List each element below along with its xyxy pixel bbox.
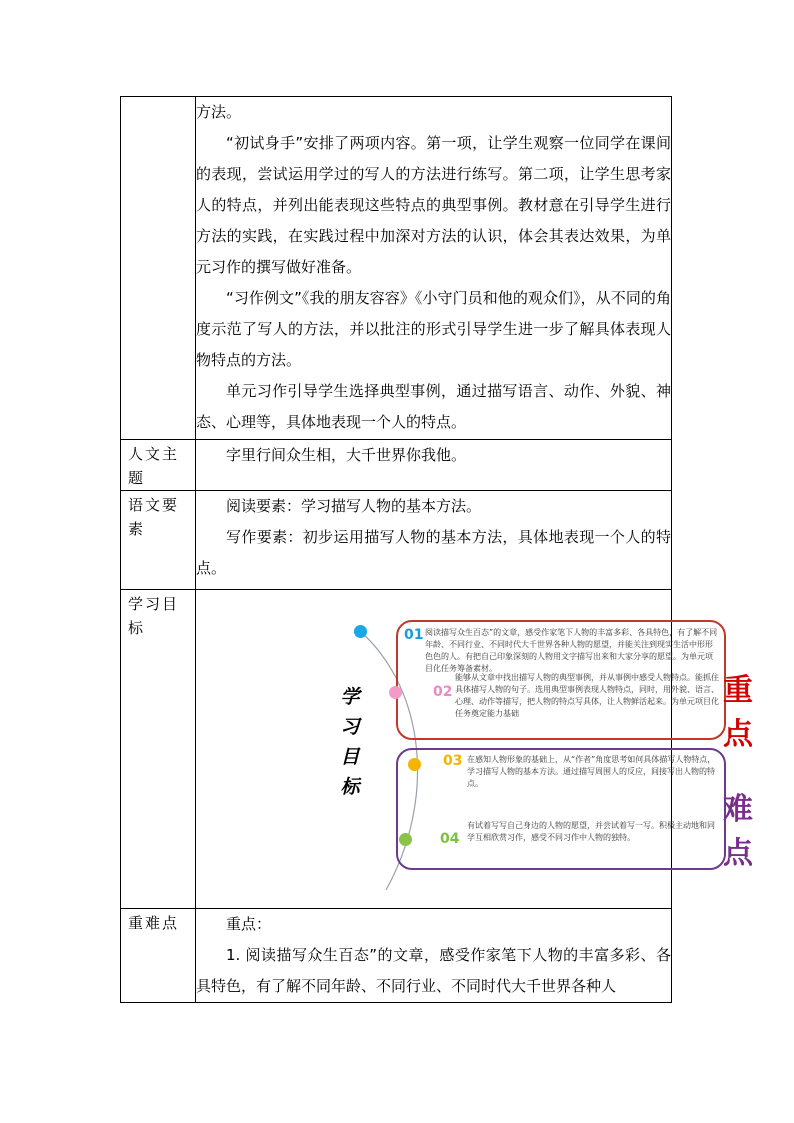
key-points-tag: 重点 [723, 673, 753, 752]
row-label-goals: 学习目标 [128, 595, 180, 637]
label-cell [121, 590, 196, 909]
content-cell-elements [196, 491, 672, 590]
intro-paragraph: 方法。 [196, 103, 242, 121]
learning-goals-graphic [196, 590, 753, 908]
intro-paragraph: “习作例文”《我的朋友容容》《小守门员和他的观众们》，从不同的角度示范了写人的方法，并以批注的形式引导学生进一步了解具体表现人物特点的方法。 [196, 289, 671, 369]
content-cell-intro [196, 97, 672, 440]
key-item: 1. 阅读描写众生百态”的文章，感受作家笔下人物的丰富多彩、各具特色，有了解不同年龄、不同行业、不同时代大千世界各种人 [196, 946, 671, 995]
writing-element: 写作要素：初步运用描写人物的基本方法，具体地表现一个人的特点。 [196, 528, 671, 577]
timeline-dot [354, 625, 367, 638]
label-cell [121, 440, 196, 491]
row-label-keys: 重难点 [128, 914, 180, 932]
intro-paragraph: “初试身手”安排了两项内容。第一项，让学生观察一位同学在课间的表现，尝试运用学过的写人的方法进行练写。第二项，让学生思考家人的特点，并列出能表现这些特点的典型事例。教材意在引导学生进行方法的实践，在实践过程中加深对方法的认识，体会其表达效果，为单元习作的撰写做好准备。 [196, 134, 671, 276]
goal-text: 有试着写写自己身边的人物的愿望，并尝试着写一写。积极主动地和同学互相欣赏习作，感受不同习作中人物的独特。 [467, 821, 715, 842]
key-heading: 重点： [226, 915, 272, 933]
goal-number: 01 [404, 627, 424, 643]
row-key-difficult-points [121, 909, 672, 1003]
content-cell-theme [196, 440, 672, 491]
content-cell-keys [196, 909, 672, 1003]
reading-element: 阅读要素：学习描写人物的基本方法。 [226, 497, 482, 515]
row-label-theme: 人文主题 [128, 445, 180, 487]
label-cell-empty [121, 97, 196, 440]
row-label-elements: 语文要素 [128, 496, 180, 538]
row-unit-intro [121, 97, 672, 440]
timeline-dot [408, 758, 421, 771]
row-language-elements [121, 491, 672, 590]
theme-text: 字里行间众生相，大千世界你我他。 [226, 446, 467, 464]
lesson-plan-table [120, 96, 753, 1003]
intro-paragraph: 单元习作引导学生选择典型事例，通过描写语言、动作、外貌、神态、心理等，具体地表现一个人的特点。 [196, 382, 671, 431]
label-cell [121, 909, 196, 1003]
label-cell [121, 491, 196, 590]
difficult-points-tag: 难点 [723, 792, 753, 871]
goal-text: 在感知人物形象的基础上，从“作者”角度思考如何具体描写人物特点，学习描写人物的基本方法。通过描写周围人的反应，间接写出人物的特点。 [467, 755, 716, 788]
goal-text: 能够从文章中找出描写人物的典型事例，并从事例中感受人物特点。能抓住具体描写人物的句子。选用典型事例表现人物特点，同时，用外貌、语言、心理、动作等描写，把人物的特点写具体，让人物鲜活起来。为单元项目化任务奠定能力基础 [455, 673, 719, 718]
goal-number: 04 [440, 831, 460, 847]
row-learning-goals [121, 590, 672, 909]
goal-number: 03 [443, 753, 463, 769]
goals-vertical-title: 学 习 目 标 [340, 686, 360, 798]
goal-text: 阅读描写众生百态”的文章，感受作家笔下人物的丰富多彩、各具特色，有了解不同年龄、不同行业、不同时代大千世界各种人物的愿望，并能关注到现实生活中形形色色的人。有把自己印象深刻的人物用文字描写出来和大家分享的愿望。为单元项目化任务筹备素材。 [425, 628, 718, 673]
timeline-dot [389, 686, 402, 699]
row-humanistic-theme [121, 440, 672, 491]
goal-number: 02 [433, 684, 453, 700]
content-cell-goals [196, 590, 753, 909]
timeline-dot [399, 833, 412, 846]
